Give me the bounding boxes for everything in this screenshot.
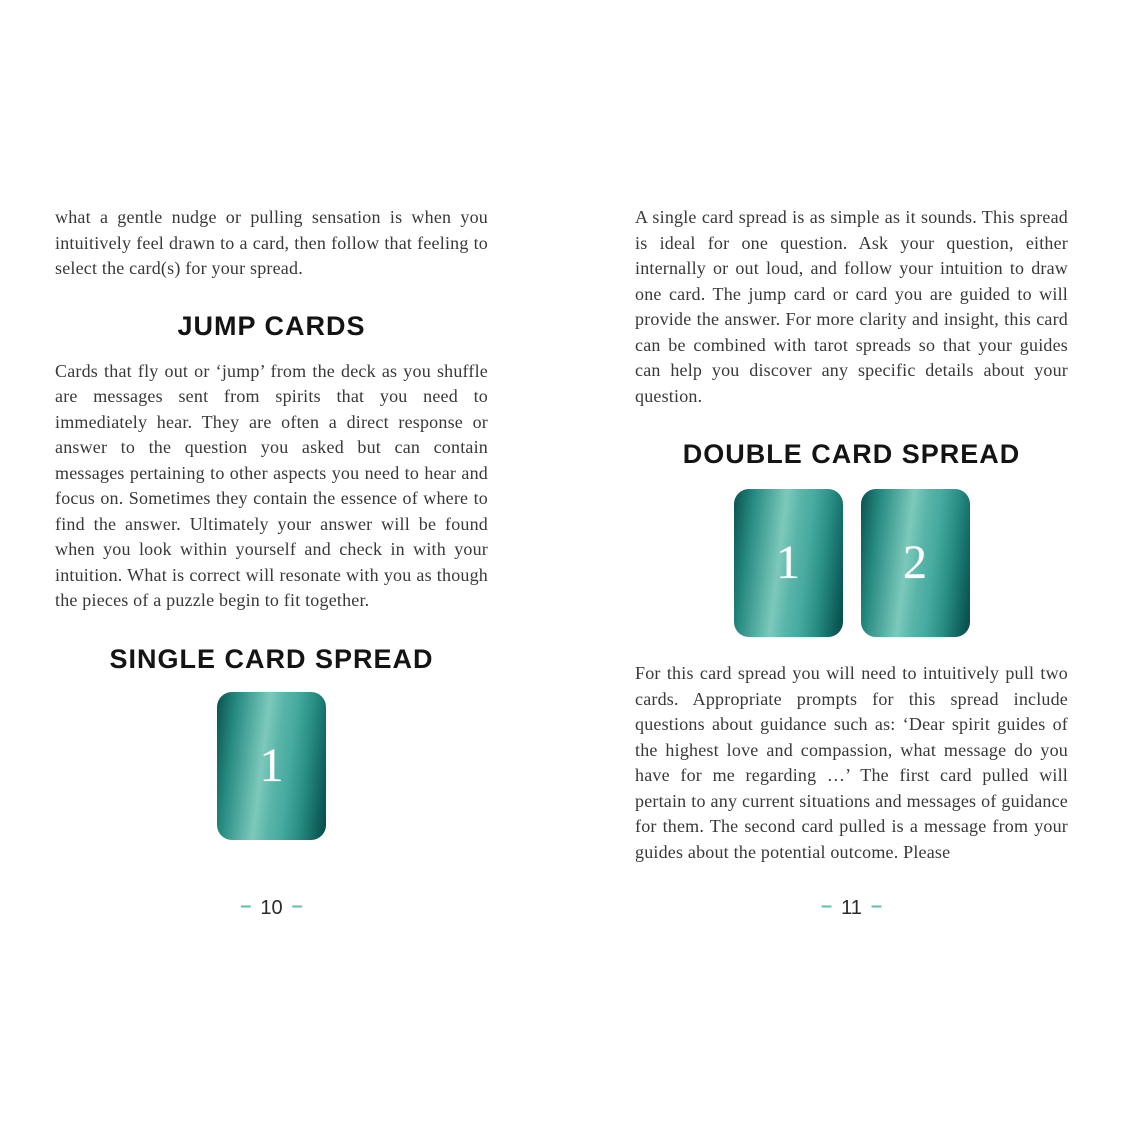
double-card-spread-paragraph: For this card spread you will need to intuitively pull two cards. Appropriate prompts for this spread include questions about guidance such as: ‘Dear spirit guides of the highest love and compassion, what message do you have for me regarding …’ The first card pulled will pertain to any current situations and messages of guidance for them. The second card pulled is a message from your guides about the potential outcome. Please — [635, 663, 1068, 862]
tarot-card-back-1 — [734, 489, 843, 637]
single-card-spread-paragraph: A single card spread is as simple as it sounds. This spread is ideal for one question. Ask your question, either internally or out loud, and follow your intuition to draw one card. The jump card or card you are guided to will provide the answer. For more clarity and insight, this card can be combined with tarot spreads so that your guides can help you discover any specific details about your question. — [635, 207, 1068, 406]
page-10 — [55, 205, 488, 1124]
double-card-spread-heading: DOUBLE CARD SPREAD — [682, 439, 1021, 469]
tarot-card-back-2 — [861, 489, 970, 637]
page-number-left — [55, 897, 488, 920]
tarot-card-back-1 — [217, 692, 326, 840]
page-number-dash-icon: – — [820, 895, 833, 917]
single-card-spread-figure — [55, 692, 488, 840]
jump-cards-heading: JUMP CARDS — [177, 310, 366, 341]
page-number-right — [635, 897, 1068, 920]
book-spread — [55, 205, 1068, 1124]
page-number-dash-icon: – — [291, 895, 303, 917]
page-number-dash-icon: – — [240, 895, 252, 917]
page-number-value: 11 — [841, 897, 862, 919]
card-number-label: 1 — [776, 536, 800, 589]
page-number-dash-icon: – — [870, 895, 882, 917]
double-card-spread-figure — [635, 489, 1068, 637]
page-11 — [635, 205, 1068, 1124]
intro-paragraph: what a gentle nudge or pulling sensation is when you intuitively feel drawn to a card, then follow that feeling to select the card(s) for your spread. — [55, 207, 488, 278]
card-number-label: 1 — [259, 738, 284, 792]
single-card-spread-heading: SINGLE CARD SPREAD — [109, 643, 434, 674]
page-number-value: 10 — [260, 897, 283, 919]
card-number-label: 2 — [903, 536, 927, 589]
jump-cards-paragraph: Cards that fly out or ‘jump’ from the deck as you shuffle are messages sent from spirits that you need to immediately hear. They are often a direct response or answer to the question you asked but can contain messages pertaining to other aspects you need to hear and focus on. Sometimes they contain the essence of where to find the answer. Ultimately your answer will be found when you look within yourself and check in with your intuition. What is correct will resonate with you as though the pieces of a puzzle begin to fit together. — [55, 360, 488, 610]
